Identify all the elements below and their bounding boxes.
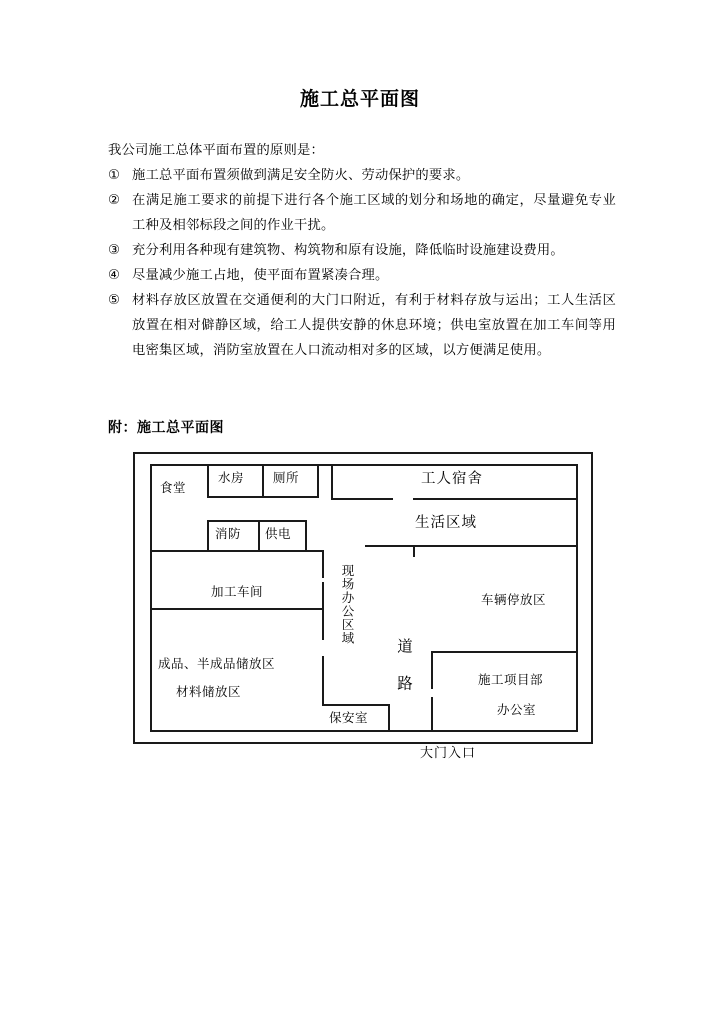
- list-item: [108, 188, 616, 238]
- site-layout-diagram: [133, 452, 593, 744]
- wall-storage-right-upper: [322, 656, 324, 704]
- wall-security-right: [388, 704, 390, 732]
- list-text: 在满足施工要求的前提下进行各个施工区域的划分和场地的确定，尽量避免专业工种及相邻标段之间的作业干扰。: [132, 193, 616, 233]
- zone-label-project-office-line1: 施工项目部: [478, 672, 544, 687]
- page-title: 施工总平面图: [299, 88, 420, 110]
- wall-dorm-bottom-right: [413, 498, 578, 500]
- wall-fireroom-right: [258, 520, 260, 552]
- principles-list: [108, 163, 616, 363]
- list-item: [108, 288, 616, 363]
- zone-label-worker-dormitory: 工人宿舍: [421, 471, 483, 487]
- zone-label-finished-storage: 成品、半成品储放区: [158, 656, 276, 671]
- list-marker: ①: [108, 168, 121, 183]
- list-item: [108, 163, 616, 188]
- zone-label-workshop: 加工车间: [211, 584, 264, 599]
- zone-label-road: 道 路: [395, 638, 413, 694]
- list-text: 尽量减少施工占地，使平面布置紧凑合理。: [132, 268, 389, 283]
- zone-label-security-room: 保安室: [329, 710, 369, 725]
- wall-fireroom-top: [207, 520, 305, 522]
- list-item: [108, 238, 616, 263]
- zone-label-power-room: 供电: [265, 526, 292, 541]
- document-body: [108, 138, 616, 363]
- wall-living-area-bottom: [365, 545, 578, 547]
- zone-label-parking-area: 车辆停放区: [481, 592, 547, 607]
- list-text: 充分利用各种现有建筑物、构筑物和原有设施，降低临时设施建设费用。: [132, 243, 564, 258]
- wall-fireroom-left: [207, 520, 209, 552]
- lead-paragraph: 我公司施工总体平面布置的原则是：: [108, 143, 324, 158]
- zone-label-material-storage: 材料储放区: [176, 684, 242, 699]
- list-marker: ④: [108, 268, 121, 283]
- zone-label-canteen: 食堂: [160, 480, 187, 495]
- list-text: 材料存放区放置在交通便利的大门口附近，有利于材料存放与运出；工人生活区放置在相对僻静区域，给工人提供安静的休息环境；供电室放置在加工车间等用电密集区域，消防室放置在人口流动相对多的区域，以方便满足使用。: [132, 293, 616, 358]
- list-marker: ②: [108, 193, 121, 208]
- wall-project-office-left-upper: [431, 651, 433, 689]
- wall-dorm-right: [576, 464, 578, 732]
- list-text: 施工总平面布置须做到满足安全防火、劳动保护的要求。: [132, 168, 470, 183]
- wall-workshop-topright: [322, 550, 324, 578]
- wall-powerroom-right: [305, 520, 307, 552]
- zone-label-project-office-line2: 办公室: [497, 702, 537, 717]
- list-marker: ③: [108, 243, 121, 258]
- zone-label-living-area: 生活区域: [415, 515, 477, 531]
- zone-label-fire-room: 消防: [215, 526, 242, 541]
- wall-workshop-bottom: [150, 608, 322, 610]
- wall-project-office-left-lower: [431, 697, 433, 732]
- wall-project-office-top: [431, 651, 578, 653]
- wall-waterroom-right: [262, 464, 264, 498]
- zone-label-water-room: 水房: [218, 470, 245, 485]
- wall-toilet-right: [317, 464, 319, 498]
- wall-workshop-right: [322, 582, 324, 640]
- list-item: [108, 263, 616, 288]
- wall-dorm-bottom-left: [331, 498, 393, 500]
- wall-project-office-bottom: [398, 730, 578, 732]
- wall-living-area-stub: [413, 545, 415, 557]
- attachment-heading: 附：施工总平面图: [108, 420, 224, 436]
- wall-security-top: [322, 704, 390, 706]
- wall-dorm-top: [331, 464, 578, 466]
- zone-label-gate-entrance: 大门入口: [420, 746, 477, 761]
- zone-label-toilet: 厕所: [273, 470, 300, 485]
- inner-wall-left: [150, 464, 152, 732]
- wall-canteen-right: [207, 464, 209, 498]
- list-marker: ⑤: [108, 293, 121, 308]
- wall-dorm-left: [331, 464, 333, 500]
- zone-label-site-office-area: 现场办公区域: [340, 564, 355, 645]
- wall-utilities-bottom: [150, 550, 324, 552]
